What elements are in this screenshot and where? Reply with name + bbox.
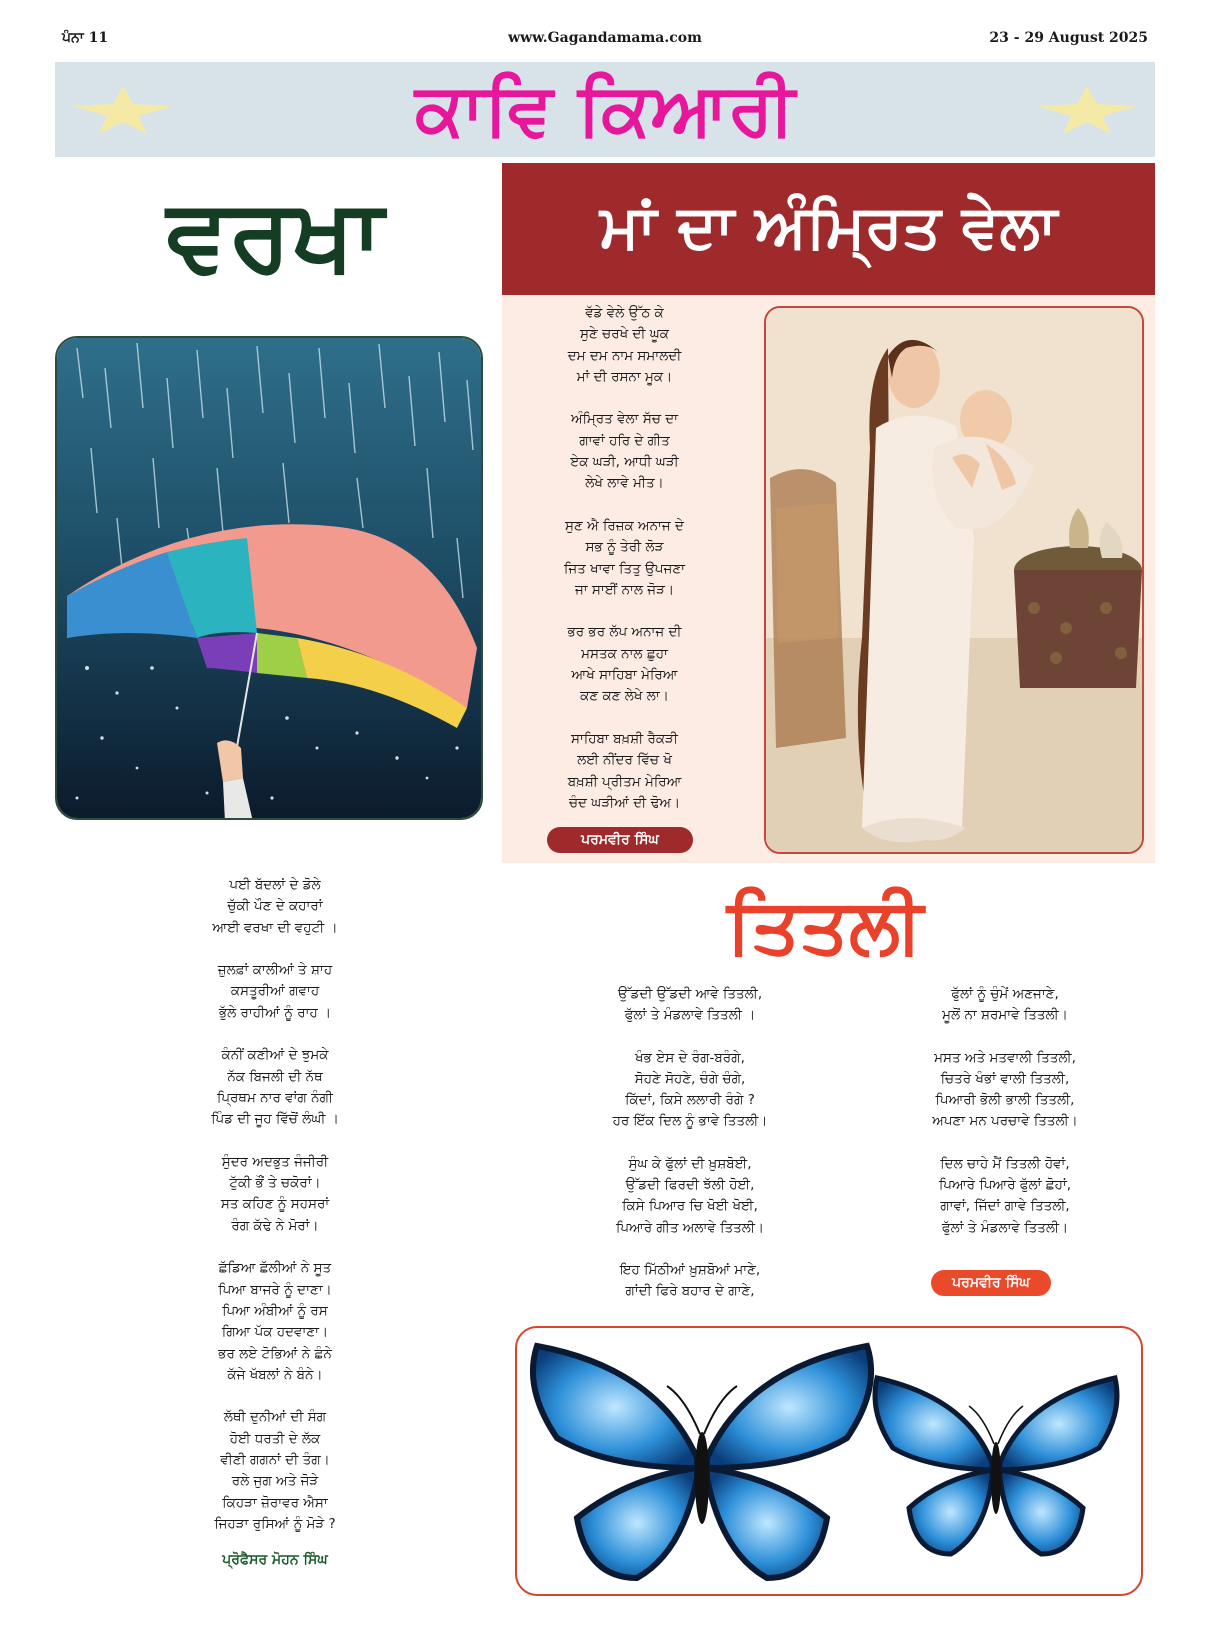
poem-line: ਕਿਹੜਾ ਜ਼ੋਰਾਵਰ ਐਸਾ [222,1494,328,1511]
maa-poem-section [502,163,1155,863]
page-header [62,30,1148,52]
maa-poem-body [502,303,747,835]
poem-line: ਗਾਵਾਂ ਹਰਿ ਦੇ ਗੀਤ [579,432,670,449]
poem-line: ਦਮ ਦਮ ਨਾਮ ਸਮਾਲਦੀ [567,347,682,364]
titli-poem-column-2 [865,984,1145,1260]
poem-line: ਉੱਡਦੀ ਉੱਡਦੀ ਆਵੇ ਤਿਤਲੀ, [617,986,763,1002]
poem-line: ਹੋਈ ਧਰਤੀ ਦੇ ਲੱਕ [229,1430,321,1447]
section-title: ਕਾਵਿ ਕਿਆਰੀ [415,67,795,151]
poem-line: ਪਿਆਰੀ ਭੋਲੀ ਭਾਲੀ ਤਿਤਲੀ, [935,1092,1075,1109]
poem-line: ਪਿਆ ਬਾਜਰੇ ਨੂੰ ਦਾਣਾ। [218,1281,332,1298]
poem-line: ਬਖ਼ਸ਼ੀ ਪ੍ਰੀਤਮ ਮੇਰਿਆ [567,773,682,790]
poem-line: ਕਿੱਦਾਂ, ਕਿਸੇ ਲਲਾਰੀ ਰੰਗੇ ? [625,1092,755,1109]
titli-poem-title: ਤਿਤਲੀ [726,881,923,970]
section-banner [55,62,1155,157]
poem-line: ਖੰਭ ਏਸ ਦੇ ਰੰਗ-ਬਰੰਗੇ, [635,1049,745,1066]
poem-line: ਕੰਨੀਂ ਕਣੀਆਂ ਦੇ ਝੁਮਕੇ [221,1047,329,1064]
poem-line: ਮਸਤਕ ਨਾਲ ਛੁਹਾ [581,645,668,662]
poem-line: ਪਿਆਰੇ ਪਿਆਰੇ ਫੁੱਲਾਂ ਛੋਹਾਂ, [938,1177,1072,1194]
poem-line: ਮਾਂ ਦੀ ਰਸਨਾ ਮੂਕ। [576,368,673,385]
poem-line: ਕਿਸੇ ਪਿਆਰ ਚਿ ਖੋਈ ਖੋਈ, [622,1198,758,1215]
poem-stanza [170,1045,380,1130]
poem-stanza [170,1258,380,1386]
poem-line: ਛੱਡਿਆ ਛੱਲੀਆਂ ਨੇ ਸੂਤ [218,1260,332,1277]
poem-line: ਸੁੰਦਰ ਅਦਭੁਤ ਜੰਜੀਰੀ [221,1153,329,1170]
poem-line: ਪ੍ਰਿਥਮ ਨਾਰ ਵਾਂਗ ਨੰਗੀ [217,1089,333,1106]
poem-line: ਜ਼ੁਲਫ਼ਾਂ ਕਾਲੀਆਂ ਤੇ ਸ਼ਾਹ [217,962,333,979]
poem-stanza [170,960,380,1024]
poem-line: ਗਾਂਦੀ ਫਿਰੇ ਬਹਾਰ ਦੇ ਗਾਣੇ, [625,1283,755,1300]
poem-line: ਗਿਆ ਪੱਕ ਹਦਵਾਣਾ। [221,1324,329,1341]
butterfly-icon [533,1346,871,1578]
rain-umbrella-photo [55,336,483,820]
poem-stanza [865,984,1145,1027]
poem-line: ਸੋਹਣੇ ਸੋਹਣੇ, ਚੰਗੇ ਚੰਗੇ, [634,1070,746,1087]
poem-line: ਪਿਆ ਅੰਬੀਆਂ ਨੂੰ ਰਸ [222,1302,328,1319]
poem-line: ਕਸਤੂਰੀਆਂ ਗਵਾਹ [230,983,320,1000]
poem-line: ਟੁੱਕੀ ਭੌਂ ਤੇ ਚਕੋਰਾਂ। [229,1175,321,1192]
poem-line: ਭੁੱਲੇ ਰਾਹੀਆਂ ਨੂੰ ਰਾਹ । [218,1004,332,1021]
poem-stanza [170,1152,380,1237]
maa-poem-author: ਪਰਮਵੀਰ ਸਿੰਘ [547,827,693,853]
poem-line: ਕਣ ਕਣ ਲੇਖੇ ਲਾ। [580,688,669,705]
poem-stanza [865,1048,1145,1133]
poem-line: ਲੱਥੀ ਦੁਨੀਆਂ ਦੀ ਸੰਗ [223,1409,327,1426]
poem-line: ਸੁਣ ਐ ਰਿਜ਼ਕ ਅਨਾਜ ਦੇ [565,517,684,534]
poem-line: ਚਿਤਰੇ ਖੰਭਾਂ ਵਾਲੀ ਤਿਤਲੀ, [940,1070,1070,1087]
varkha-poem-author: ਪ੍ਰੋਫੈਸਰ ਮੋਹਨ ਸਿੰਘ [222,1552,328,1568]
titli-poem-column-1 [550,984,830,1324]
poem-line: ਪਈ ਬੱਦਲਾਂ ਦੇ ਡੋਲੇ [229,877,321,893]
poem-line: ਕੱਜੇ ਖੱਬਲਾਂ ਨੇ ਬੰਨੇ। [227,1366,323,1383]
poem-stanza [170,1407,380,1535]
poem-line: ਸੁੰਘ ਕੇ ਫੁੱਲਾਂ ਦੀ ਖ਼ੁਸ਼ਬੋਈ, [628,1155,752,1172]
poem-line: ਸੁਣੇ ਚਰਖੇ ਦੀ ਘੂਕ [580,326,669,343]
maa-poem-title: ਮਾਂ ਦਾ ਅੰਮ੍ਰਿਤ ਵੇਲਾ [599,192,1058,262]
poem-line: ਨੱਕ ਬਿਜਲੀ ਦੀ ਨੱਥ [227,1068,323,1085]
poem-line: ਗਾਵਾਂ, ਜਿੱਦਾਂ ਗਾਵੇ ਤਿਤਲੀ, [940,1198,1070,1215]
poem-line: ਏਕ ਘੜੀ, ਆਧੀ ਘੜੀ [570,454,679,471]
poem-line: ਪਿਆਰੇ ਗੀਤ ਅਲਾਵੇ ਤਿਤਲੀ। [615,1219,765,1236]
poem-line: ਰਲੇ ਜੁਗ ਅਤੇ ਜੋੜੇ [231,1473,319,1490]
star-icon [1033,84,1141,136]
titli-poem-author: ਪਰਮਵੀਰ ਸਿੰਘ [931,1270,1051,1296]
poem-line: ਫੁੱਲਾਂ ਤੇ ਮੰਡਲਾਵੇ ਤਿਤਲੀ । [624,1007,756,1024]
poem-stanza [550,1154,830,1239]
poem-line: ਵੀਣੀ ਗਗਨਾਂ ਦੀ ਤੰਗ। [220,1452,330,1469]
poem-stanza [502,729,747,814]
page-number: ਪੰਨਾ 11 [62,30,109,46]
poem-stanza [550,1260,830,1303]
poem-line: ਸਭ ਨੂੰ ਤੇਰੀ ਲੋੜ [585,539,664,556]
poem-line: ਦਿਲ ਚਾਹੇ ਮੈਂ ਤਿਤਲੀ ਹੋਵਾਂ, [940,1155,1070,1172]
poem-line: ਫੁੱਲਾਂ ਤੇ ਮੰਡਲਾਵੇ ਤਿਤਲੀ। [941,1219,1069,1236]
issue-date: 23 - 29 August 2025 [989,30,1148,46]
poem-line: ਲਈ ਨੀਂਦਰ ਵਿੱਚ ਖੋ [577,752,672,769]
poem-line: ਫੁੱਲਾਂ ਨੂੰ ਚੁੰਮੇਂ ਅਣਜਾਣੇ, [951,986,1059,1002]
poem-line: ਰੰਗ ਕੱਢੇ ਨੇ ਮੋਰਾਂ। [231,1217,319,1234]
poem-line: ਜਿਤ ਖਾਵਾ ਤਿਤੁ ਉਪਜਣਾ [564,560,685,577]
varkha-poem-title: ਵਰਖਾ [166,176,384,293]
poem-line: ਜਿਹੜਾ ਰੁਸਿਆਂ ਨੂੰ ਮੋੜੇ ? [214,1515,336,1532]
poem-stanza [550,1048,830,1133]
poem-line: ਇਹ ਮਿੱਠੀਆਂ ਖ਼ੁਸ਼ਬੋਆਂ ਮਾਣੇ, [619,1261,761,1278]
poem-line: ਭਰ ਭਰ ਲੱਪ ਅਨਾਜ ਦੀ [567,624,682,641]
poem-stanza [865,1154,1145,1239]
poem-line: ਚੁੱਕੀ ਪੌਣ ਦੇ ਕਹਾਰਾਂ [227,898,323,915]
poem-line: ਮਸਤ ਅਤੇ ਮਤਵਾਲੀ ਤਿਤਲੀ, [934,1049,1076,1066]
poem-line: ਆਖੇ ਸਾਹਿਬਾ ਮੇਰਿਆ [571,667,678,684]
poem-stanza [502,409,747,494]
poem-line: ਚੰਦ ਘੜੀਆਂ ਦੀ ਢੋਅ। [568,794,681,811]
poem-stanza [502,516,747,601]
poem-line: ਅਪਣਾ ਮਨ ਪਰਚਾਵੇ ਤਿਤਲੀ। [932,1113,1078,1130]
butterfly-illustration [515,1326,1143,1596]
poem-stanza [502,622,747,707]
poem-line: ਪਿੰਡ ਦੀ ਜੂਹ ਵਿੱਚੋਂ ਲੰਘੀ । [211,1111,339,1128]
poem-line: ਹਰ ਇੱਕ ਦਿਲ ਨੂੰ ਭਾਵੇ ਤਿਤਲੀ। [612,1113,768,1130]
poem-line: ਸਾਹਿਬਾ ਬਖ਼ਸ਼ੀ ਰੈਕੜੀ [571,730,678,747]
poem-stanza [502,303,747,388]
maa-poem-header [502,163,1155,295]
mother-child-illustration [764,306,1144,854]
poem-line: ਸਤ ਕਹਿਣ ਨੂੰ ਸਹਸਰਾਂ [220,1196,330,1213]
poem-stanza [170,875,380,939]
butterfly-icon [875,1378,1117,1554]
poem-line: ਮੂਲੋਂ ਨਾ ਸ਼ਰਮਾਵੇ ਤਿਤਲੀ। [942,1007,1068,1024]
poem-line: ਵੱਡੇ ਵੇਲੇ ਉੱਠ ਕੇ [585,305,664,321]
poem-line: ਆਈ ਵਰਖਾ ਦੀ ਵਹੁਟੀ । [212,919,338,936]
poem-line: ਜਾ ਸਾਈਂ ਨਾਲ ਜੋੜ। [574,581,675,598]
poem-line: ਅੰਮ੍ਰਿਤ ਵੇਲਾ ਸੱਚ ਦਾ [570,411,679,428]
poem-stanza [550,984,830,1027]
poem-line: ਉੱਡਦੀ ਫਿਰਦੀ ਝੱਲੀ ਹੋਈ, [625,1177,755,1194]
poem-line: ਲੇਖੇ ਲਾਵੇ ਮੀਤ। [585,475,664,492]
poem-line: ਭਰ ਲਏ ਟੋਭਿਆਂ ਨੇ ਛੰਨੇ [218,1345,332,1362]
varkha-poem-body [170,875,380,1557]
website-url[interactable]: www.Gagandamama.com [508,30,702,46]
